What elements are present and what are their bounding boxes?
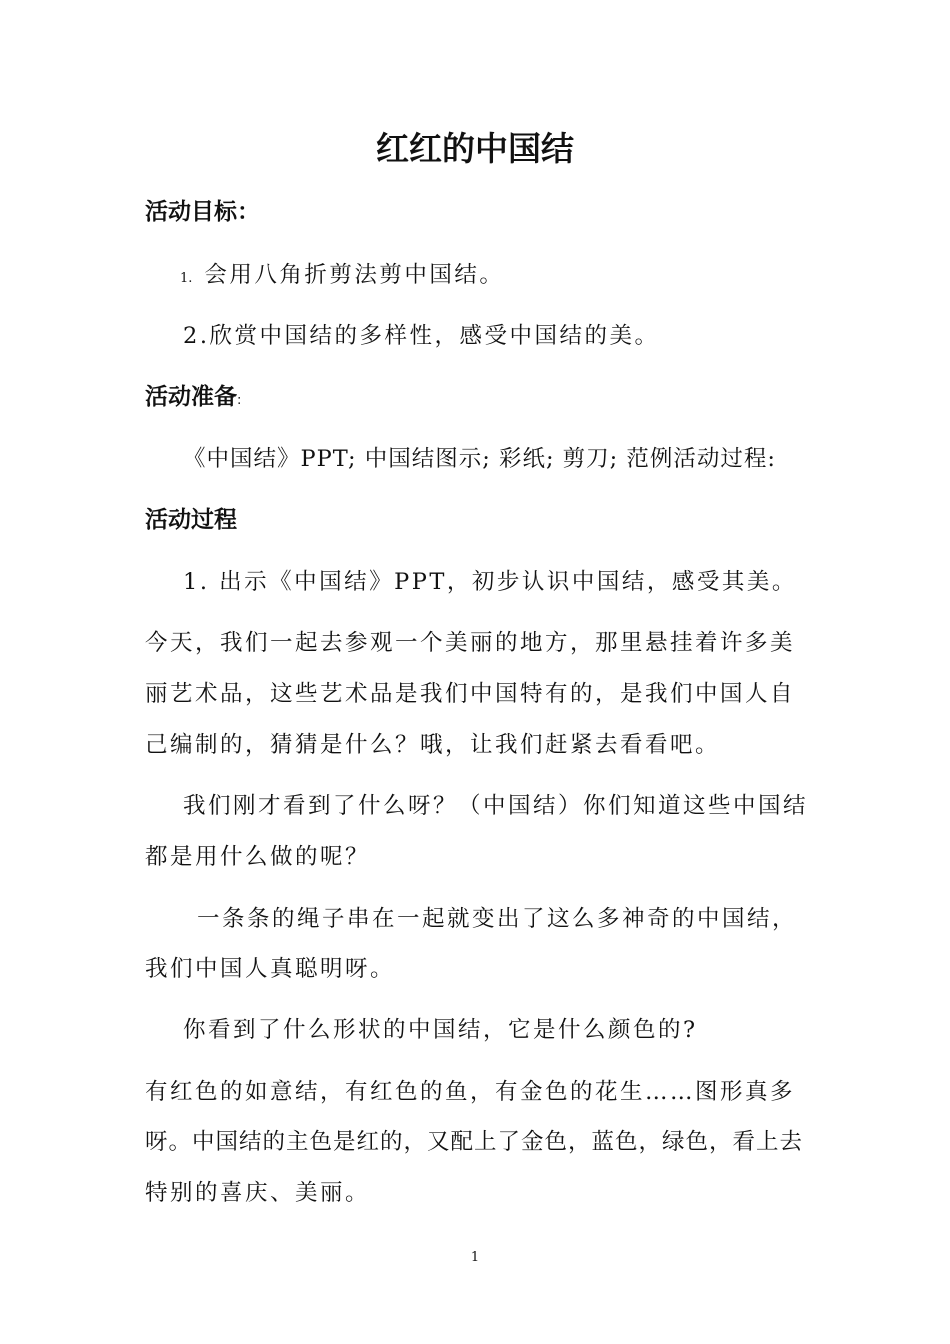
process-line: 1. 出示《中国结》PPT，初步认识中国结，感受其美。: [183, 569, 797, 595]
goal-item-1-number: 1.: [180, 271, 193, 286]
process-line: 特别的喜庆、美丽。: [145, 1180, 371, 1206]
preparation-text: 《中国结》PPT; 中国结图示; 彩纸; 剪刀; 范例活动过程:: [183, 446, 776, 472]
process-line: 今天，我们一起去参观一个美丽的地方，那里悬挂着许多美: [145, 630, 796, 656]
preparation-heading-text: 活动准备: [145, 384, 237, 410]
process-line: 呀。中国结的主色是红的，又配上了金色，蓝色，绿色，看上去: [145, 1129, 804, 1155]
process-line: 己编制的，猜猜是什么？哦，让我们赶紧去看看吧。: [145, 732, 721, 758]
process-line: 都是用什么做的呢？: [145, 844, 371, 870]
process-heading: [145, 504, 237, 536]
process-line: 我们中国人真聪明呀。: [145, 956, 396, 982]
goals-heading: [145, 196, 260, 228]
preparation-heading: [145, 381, 241, 417]
goal-item-2: 2.欣赏中国结的多样性，感受中国结的美。: [183, 323, 660, 349]
process-line: 有红色的如意结，有红色的鱼，有金色的花生……图形真多: [145, 1079, 796, 1105]
preparation-heading-suffix: :: [237, 393, 242, 408]
process-heading-text: 活动过程: [145, 507, 237, 533]
document-title: 红红的中国结: [376, 129, 574, 168]
goals-heading-text: 活动目标：: [145, 199, 260, 225]
process-line: 一条条的绳子串在一起就变出了这么多神奇的中国结，: [197, 906, 798, 932]
process-line: 你看到了什么形状的中国结，它是什么颜色的?: [183, 1017, 698, 1043]
goal-item-1-text: 会用八角折剪法剪中国结。: [204, 262, 505, 288]
page-number: 1: [470, 1250, 480, 1265]
process-line: 丽艺术品，这些艺术品是我们中国特有的，是我们中国人自: [145, 681, 796, 707]
goal-item-1: [180, 259, 860, 295]
process-line: 我们刚才看到了什么呀？（中国结）你们知道这些中国结: [183, 793, 809, 819]
